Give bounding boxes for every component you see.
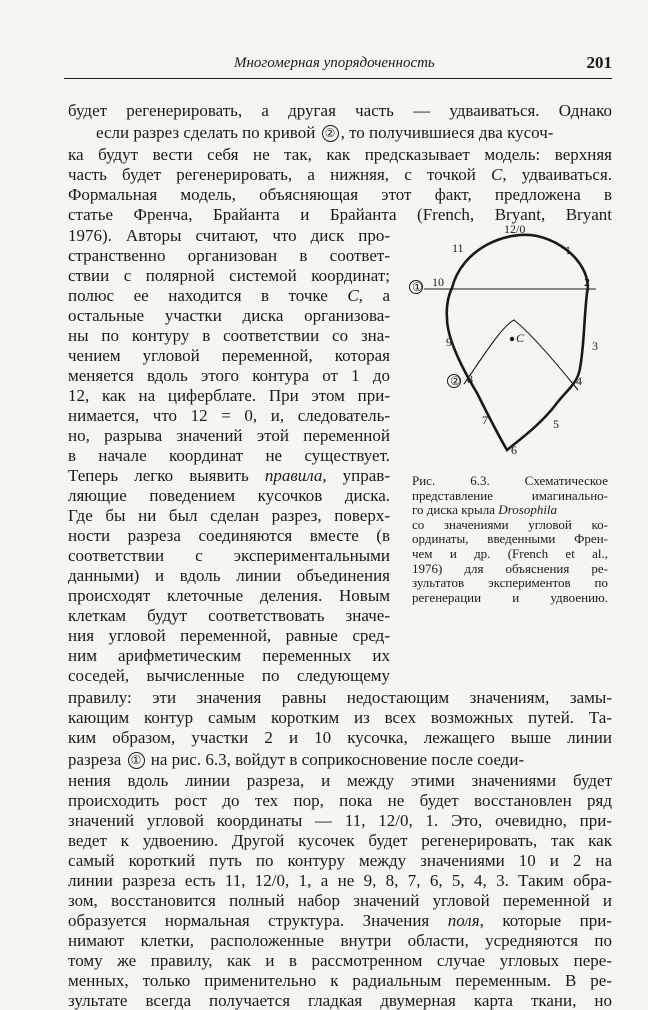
figure-6-3 [402, 218, 614, 470]
text-line: ким образом, участки 2 и 10 кусочка, лежащего выше линии [68, 728, 612, 747]
text-line: остальные участки диска организова- [68, 306, 390, 325]
text-line: часть будет регенерировать, а нижняя, с точкой C, удваиваться. [68, 165, 613, 184]
cut-2-label: ② [450, 374, 461, 388]
page-number: 201 [586, 53, 612, 72]
text-line: ка будут вести себя не так, как предсказывает модель: верхняя [68, 145, 612, 164]
label-3: 3 [592, 339, 598, 353]
text-line: нимают клетки, расположенные внутри области, усредняются по [68, 931, 612, 950]
text-line: ности разреза соединяются вместе (в [68, 526, 390, 545]
text-line: соседей, вычисленные по следующему [68, 666, 390, 685]
text-line: Теперь легко выявить правила, управ- [68, 466, 390, 485]
text-line: чением угловой переменной, которая [68, 346, 390, 365]
label-11: 11 [452, 241, 464, 255]
text-line: разреза ① на рис. 6.3, войдут в соприкосновение после соеди- [68, 750, 525, 769]
running-header [64, 52, 612, 79]
label-8: 8 [467, 372, 473, 386]
text-line: Формальная модель, объясняющая этот факт, предложена в [68, 185, 612, 204]
text-line: нения вдоль линии разреза, и между этими значениями будет [68, 771, 612, 790]
text-line: соответствии с экспериментальными [68, 546, 390, 565]
text-line: правилу: эти значения равны недостающим значениям, замы- [68, 688, 612, 707]
text-line: меняется вдоль этого контура от 1 до [68, 366, 390, 385]
text-line: полюс ее находится в точке C, а [68, 286, 390, 305]
label-4: 4 [576, 374, 582, 388]
text-line: тому же правилу, как и в рассмотренном случае угловых пере- [68, 951, 612, 970]
text-line: в начале координат не существует. [68, 446, 390, 465]
text-line: менных, только применительно к радиальным переменным. В ре- [68, 971, 612, 990]
text-line: зом, восстановится полный набор значений угловой переменной и [68, 891, 612, 910]
running-title: Многомерная упорядоченность [234, 55, 435, 71]
label-9: 9 [446, 335, 452, 349]
text-line: ны по контуру в соответствии со зна- [68, 326, 390, 345]
text-line: 1976). Авторы считают, что диск про- [68, 226, 390, 245]
cut-1-marker: ① [128, 752, 145, 769]
text-line: 12, как на циферблате. При этом при- [68, 386, 390, 405]
text-line: ствии с полярной системой координат; [68, 266, 390, 285]
text-line: странственно организован в соответ- [68, 246, 390, 265]
text-line: ляющие поведением кусочков диска. [68, 486, 390, 505]
text-line: линии разреза есть 11, 12/0, 1, а не 9, 8, 7, 6, 5, 4, 3. Таким обра- [68, 871, 612, 890]
label-7: 7 [482, 413, 488, 427]
disc-diagram [402, 218, 614, 470]
label-1: 1 [565, 243, 571, 257]
text-line: данными) и вдоль линии объединения [68, 566, 390, 585]
label-2: 2 [584, 275, 590, 289]
text-line: происходят клеточные деления. Новым [68, 586, 390, 605]
text-line: клеткам будут соответствовать значе- [68, 606, 390, 625]
text-line: ним арифметическим переменных их [68, 646, 390, 665]
text-line: зультате всегда получается гладкая двумерная карта ткани, но [68, 991, 612, 1010]
text-line: нимается, что 12 = 0, и, следователь- [68, 406, 390, 425]
text-line: ния угловой переменной, равные сред- [68, 626, 390, 645]
text-line: кающим контур самым коротким из всех возможных путей. Та- [68, 708, 612, 727]
label-10: 10 [432, 275, 444, 289]
text-line: будет регенерировать, а другая часть — удваиваться. Однако [68, 101, 612, 120]
text-line: но, разрыва значений этой переменной [68, 426, 390, 445]
label-6: 6 [511, 443, 517, 457]
figure-caption: Рис. 6.3. Схематическое представление имагинально- го диска крыла Drosophila со значениями угловой ко- ординаты, введенными Френ- чем и др. (French et al., 1976) для объяснения ре- зультатов экспериментов по регенерации и удвоению. [412, 473, 608, 605]
center-point [510, 337, 514, 341]
label-12-0: 12/0 [504, 222, 526, 236]
cut-1-label: ① [412, 280, 423, 294]
text-line: Где бы ни был сделан разрез, поверх- [68, 506, 390, 525]
text-line: происходить рост до тех пор, пока не будет восстановлен ряд [68, 791, 612, 810]
text-line: самый короткий путь по контуру между значениями 10 и 2 на [68, 851, 612, 870]
text-line: образуется нормальная структура. Значения поля, которые при- [68, 911, 612, 930]
text-line: значений угловой координаты — 11, 12/0, 1. Это, очевидно, при- [68, 811, 612, 830]
text-line: если разрез сделать по кривой ② , то получившиеся два кусоч- [96, 123, 554, 142]
cut-2-marker: ② [322, 125, 339, 142]
text-line: ведет к удвоению. Другой кусочек будет регенерировать, так как [68, 831, 612, 850]
label-5: 5 [553, 417, 559, 431]
center-label: C [516, 331, 525, 345]
text-line: статье Френча, Брайанта и Брайанта (French, Bryant, Bryant [68, 205, 612, 224]
